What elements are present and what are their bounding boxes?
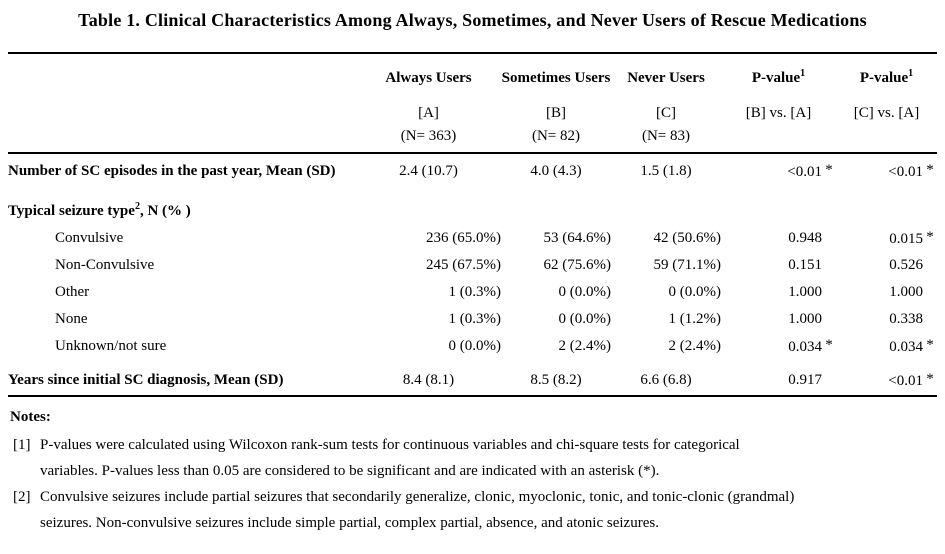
cell-always: 236 (65.0%) [426, 230, 501, 246]
clinical-characteristics-table [8, 52, 937, 397]
cell-always: 8.4 (8.1) [402, 372, 455, 388]
column-header-always [356, 53, 501, 101]
column-header-label: Always Users [385, 69, 472, 86]
cell-pvalue-ba: 0.917 [788, 372, 822, 388]
row-label: Non-Convulsive [55, 257, 155, 273]
cell-pvalue-ca: 0.015 * [836, 225, 937, 252]
cell-never: 1 (1.2%) [668, 311, 721, 327]
significance-asterisk: * [926, 162, 934, 178]
row-label: Unknown/not sure [55, 338, 167, 354]
column-header-never [611, 53, 721, 101]
cell-sometimes: 2 (2.4%) [558, 338, 611, 354]
footnote-ref-1: 1 [800, 67, 806, 79]
header-row-names [8, 53, 937, 101]
notes-heading: Notes: [10, 409, 51, 425]
significance-asterisk: * [825, 337, 833, 353]
footnote-ref-2: 2 [134, 201, 140, 212]
table-row-seizure-type-header: Typical seizure type$^2$, N (% ) [8, 201, 191, 219]
column-header-label: Sometimes Users [501, 69, 611, 86]
footnote-text: Convulsive seizures include partial seizures that secondarily generalize, clonic, myoclonic, tonic, and tonic-clonic (grandmal) seizures. Non-convulsive seizures include simple partial, complex partial, absence, and atonic seizures. [40, 489, 795, 531]
cell-pvalue-ca: 0.338 [889, 311, 923, 327]
cell-pvalue-ba: 0.948 [788, 230, 822, 246]
header-empty-cell [8, 53, 356, 101]
cell-sometimes: 8.5 (8.2) [530, 372, 582, 388]
table-row-none [8, 306, 937, 333]
group-tag-c: [C] [656, 105, 676, 121]
cell-never: 1.5 (1.8) [640, 163, 692, 179]
cell-sometimes: 4.0 (4.3) [530, 163, 582, 179]
table-row-non-convulsive [8, 252, 937, 279]
sample-size-a: (N= 363) [356, 128, 501, 153]
footnote-1 [13, 432, 937, 484]
column-header-sometimes [501, 53, 611, 101]
cell-pvalue-ca: <0.01 * [836, 153, 937, 193]
row-label: None [55, 311, 88, 327]
sample-size-b: (N= 82) [501, 128, 611, 153]
sample-size-c: (N= 83) [611, 128, 721, 153]
cell-pvalue-ca: 0.526 [889, 257, 923, 273]
significance-asterisk: * [926, 229, 934, 245]
cell-pvalue-ba: <0.01 * [721, 153, 836, 193]
cell-pvalue-ba: 1.000 [788, 311, 822, 327]
cell-pvalue-ba: 1.000 [788, 284, 822, 300]
group-tag-b: [B] [546, 105, 566, 121]
row-label: Other [55, 284, 90, 300]
header-row-sample-sizes [8, 128, 937, 153]
table-row-convulsive [8, 225, 937, 252]
cell-always: 245 (67.5%) [426, 257, 501, 273]
footnote-ref-1: 1 [908, 67, 914, 79]
cell-pvalue-ca: <0.01 * [836, 360, 937, 396]
significance-asterisk: * [926, 371, 934, 387]
table-row-unknown [8, 333, 937, 360]
cell-pvalue-ca: 0.034 * [836, 333, 937, 360]
header-row-group-tags [8, 101, 937, 128]
cell-sometimes: 53 (64.6%) [543, 230, 611, 246]
footnote-text: P-values were calculated using Wilcoxon rank-sum tests for continuous variables and chi-square tests for categorical variables. P-values less than 0.05 are considered to be significant and are indicated with an asterisk (*). [40, 437, 740, 479]
cell-never: 59 (71.1%) [653, 257, 721, 273]
document-page [0, 10, 945, 554]
row-label: Convulsive [55, 230, 124, 246]
significance-asterisk: * [825, 162, 833, 178]
significance-asterisk: * [926, 337, 934, 353]
column-header-label: P-value [751, 69, 801, 86]
cell-pvalue-ba: 0.034 * [721, 333, 836, 360]
cell-sometimes: 62 (75.6%) [543, 257, 611, 273]
cell-sometimes: 0 (0.0%) [558, 284, 611, 300]
row-label: Typical seizure type [8, 203, 135, 219]
sample-size-p2 [836, 128, 937, 153]
cell-always: 1 (0.3%) [448, 284, 501, 300]
cell-always: 0 (0.0%) [448, 338, 501, 354]
table-row-sc-episodes [8, 153, 937, 193]
footnote-marker: [2] [13, 489, 31, 505]
group-tag-a: [A] [418, 105, 439, 121]
cell-sometimes: 0 (0.0%) [558, 311, 611, 327]
cell-never: 2 (2.4%) [668, 338, 721, 354]
cell-always: 1 (0.3%) [448, 311, 501, 327]
table-title: Table 1. Clinical Characteristics Among Always, Sometimes, and Never Users of Rescue Medications [78, 10, 867, 30]
comparison-tag-ba: [B] vs. [A] [745, 105, 812, 121]
sample-size-p1 [721, 128, 836, 153]
cell-always: 2.4 (10.7) [399, 163, 458, 179]
column-header-pvalue-ba [721, 53, 836, 101]
cell-pvalue-ca: 1.000 [889, 284, 923, 300]
column-header-label: P-value [859, 69, 909, 86]
footnote-marker: [1] [13, 437, 31, 453]
cell-never: 0 (0.0%) [668, 284, 721, 300]
column-header-pvalue-ca [836, 53, 937, 101]
notes-section [8, 409, 937, 536]
table-row-years-since-diagnosis [8, 360, 937, 396]
footnote-2 [13, 484, 937, 536]
comparison-tag-ca: [C] vs. [A] [853, 105, 920, 121]
row-label: Years since initial SC diagnosis, Mean (SD) [8, 372, 284, 388]
row-label: Number of SC episodes in the past year, Mean (SD) [8, 163, 336, 179]
column-header-label: Never Users [627, 69, 705, 86]
cell-never: 42 (50.6%) [653, 230, 721, 246]
cell-pvalue-ba: 0.151 [788, 257, 822, 273]
cell-never: 6.6 (6.8) [640, 372, 692, 388]
table-row-other [8, 279, 937, 306]
